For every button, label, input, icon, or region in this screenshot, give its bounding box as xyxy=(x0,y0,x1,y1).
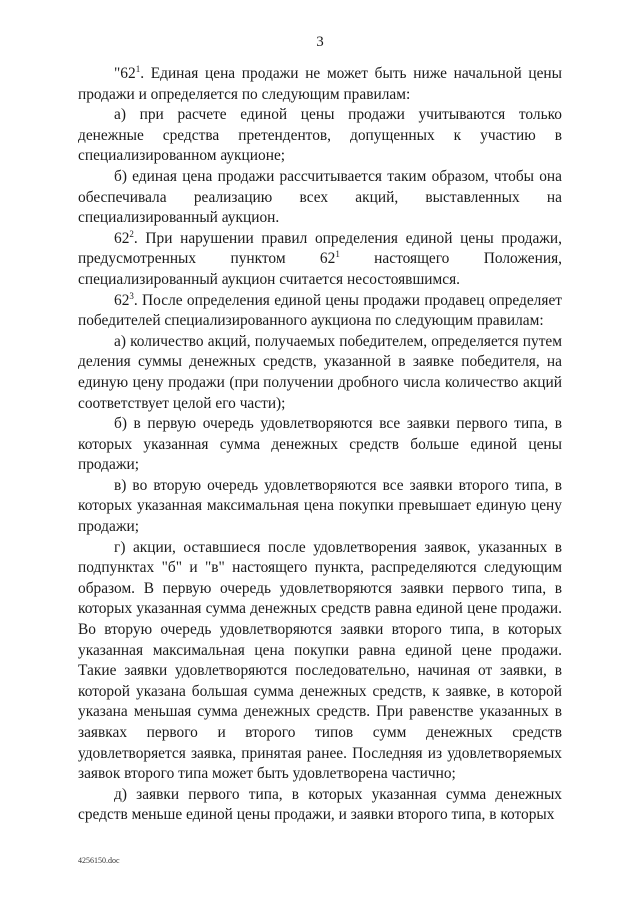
paragraph-text: в) во вторую очередь удовлетворяются все заявки второго типа, в которых указанная максимальная цена покупки превышает единую цену продажи; xyxy=(78,476,562,536)
paragraph-62-2 xyxy=(78,229,562,291)
paragraph-62-1 xyxy=(78,64,562,105)
paragraph-62-1-a xyxy=(78,105,562,167)
paragraph-text: б) единая цена продажи рассчитывается таким образом, чтобы она обеспечивала реализацию всех акций, выставленных на специализированный аукцион. xyxy=(78,167,562,227)
paragraph-text: г) акции, оставшиеся после удовлетворения заявок, указанных в подпунктах "б" и "в" настоящего пункта, распределяются следующим образом. В первую очередь удовлетворяются заявки первого типа, в которых указанная сумма денежных средств равна единой цене продажи. Во вторую очередь удовлетворяются заявки второго типа, в которых указанная максимальная цена покупки равна единой цене продажи. Такие заявки удовлетворяются последовательно, начиная от заявки, в которой указана большая сумма денежных средств, к заявке, в которой указана меньшая сумма денежных средств. При равенстве указанных в заявках первого и второго типов сумм денежных средств удовлетворяется заявка, принятая ранее. Последняя из удовлетворяемых заявок второго типа может быть удовлетворена частично; xyxy=(78,538,562,783)
paragraph-62-3-a xyxy=(78,332,562,414)
paragraph-62-3-v xyxy=(78,476,562,538)
paragraph-text: . При нарушении правил определения единой цены продажи, предусмотренных пунктом 62 xyxy=(78,229,562,268)
paragraph-text: б) в первую очередь удовлетворяются все заявки первого типа, в которых указанная сумма денежных средств больше единой цены продажи; xyxy=(78,415,562,474)
paragraph-text: а) при расчете единой цены продажи учитываются только денежные средства претендентов, допущенных к участию в специализированном аукционе; xyxy=(78,106,562,165)
paragraph-text: д) заявки первого типа, в которых указанная сумма денежных средств меньше единой цены продажи, и заявки второго типа, в которых xyxy=(78,785,562,824)
clause-superscript: 3 xyxy=(129,290,134,301)
file-name-footer: 4256150.doc xyxy=(78,856,120,865)
clause-number: 62 xyxy=(114,291,130,309)
paragraph-text: а) количество акций, получаемых победителем, определяется путем деления суммы денежных средств, указанной в заявке победителя, на единую цену продажи (при получении дробного числа количество акций соответствует целой его части); xyxy=(78,332,562,412)
paragraph-62-3-g xyxy=(78,538,562,785)
clause-superscript: 2 xyxy=(129,228,134,239)
paragraph-62-3-b xyxy=(78,414,562,476)
document-body xyxy=(78,64,562,826)
clause-number: "62 xyxy=(114,65,136,82)
page-number: 3 xyxy=(316,34,324,50)
clause-number: 62 xyxy=(114,229,130,247)
paragraph-text: . Единая цена продажи не может быть ниже начальной цены продажи и определяется по следующим правилам: xyxy=(78,65,562,103)
paragraph-62-1-b xyxy=(78,167,562,229)
paragraph-text: . После определения единой цены продажи продавец определяет победителей специализированного аукциона по следующим правилам: xyxy=(78,291,562,330)
clause-superscript: 1 xyxy=(135,64,141,74)
paragraph-62-3 xyxy=(78,291,562,332)
reference-superscript: 1 xyxy=(335,249,340,260)
paragraph-62-3-d xyxy=(78,785,562,826)
paragraph-text: настоящего Положения, специализированный аукцион считается несостоявшимся. xyxy=(78,250,562,288)
